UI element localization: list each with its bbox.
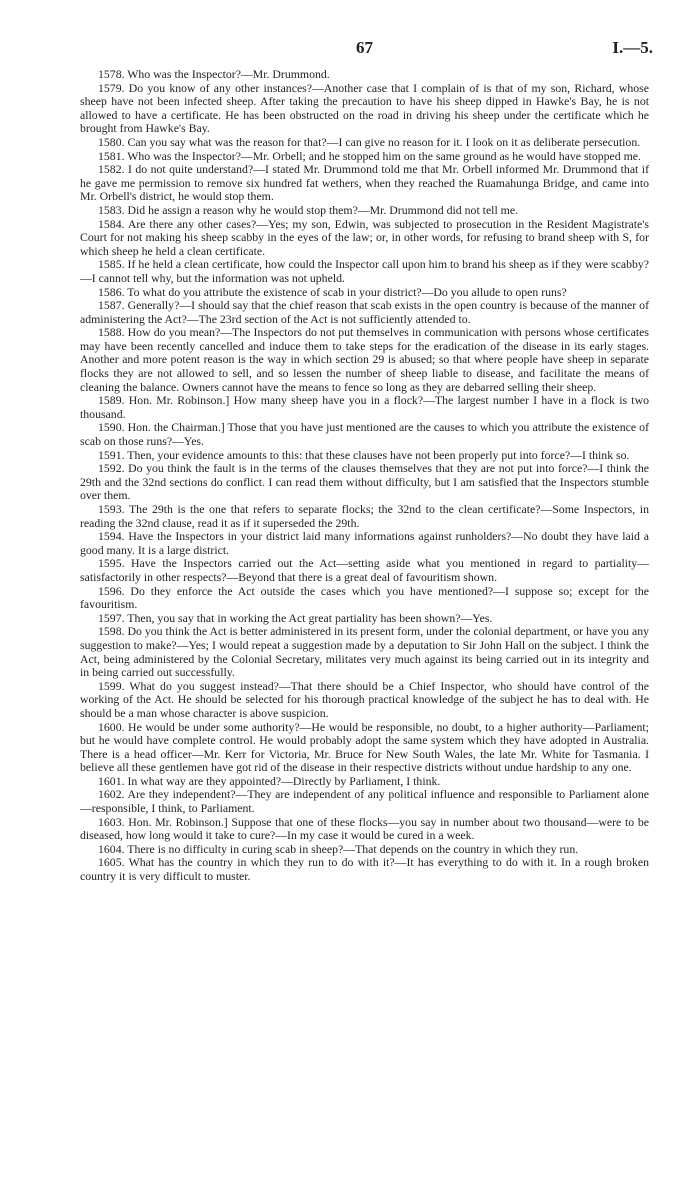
question-paragraph: 1588. How do you mean?—The Inspectors do not put themselves in communication with persons whose certificates may have been recently cancelled and induce them to take steps for the eradication of the disease in its early stages. Another and more potent reason is the way in which section 29 is abused; so that where people have sheep in separate flocks they are not allowed to sell, and so lessen the number of sheep liable to disease, and facilitate the means of cleaning the balance. Owners cannot have the means to fence so long as they are debarred selling their sheep. bbox=[80, 325, 649, 394]
question-paragraph: 1603. Hon. Mr. Robinson.] Suppose that one of these flocks—you say in number about two thousand—were to be diseased, how long would it take to cure?—In my case it would be cured in a week. bbox=[80, 814, 649, 843]
question-paragraph: 1585. If he held a clean certificate, how could the Inspector call upon him to brand his sheep as if they were scabby?—I cannot tell why, but the information was not upheld. bbox=[80, 257, 649, 285]
question-paragraph: 1601. In what way are they appointed?—Directly by Parliament, I think. bbox=[98, 773, 441, 788]
question-paragraph: 1583. Did he assign a reason why he would stop them?—Mr. Drummond did not tell me. bbox=[98, 202, 519, 217]
question-paragraph: 1600. He would be under some authority?—He would be responsible, no doubt, to a higher authority—Parliament; but he would have complete control. He would probably adopt the same system which they have adopted in Australia. There is a head officer—Mr. Kerr for Victoria, Mr. Bruce for New South Wales, the late Mr. White for Tasmania. I believe all these gentlemen have got rid of the disease in their respective districts without undue hardship to any one. bbox=[80, 719, 649, 775]
question-paragraph: 1597. Then, you say that in working the Act great partiality has been shown?—Yes. bbox=[98, 610, 493, 625]
question-paragraph: 1587. Generally?—I should say that the chief reason that scab exists in the open country is because of the manner of administering the Act?—The 23rd section of the Act is not sufficiently attended to. bbox=[80, 298, 649, 326]
question-paragraph: 1578. Who was the Inspector?—Mr. Drummond. bbox=[98, 67, 330, 81]
question-paragraph: 1593. The 29th is the one that refers to separate flocks; the 32nd to the clean certificate?—Some Inspectors, in reading the 32nd clause, read it as if it superseded the 29th. bbox=[80, 502, 649, 530]
question-paragraph: 1582. I do not quite understand?—I stated Mr. Drummond told me that Mr. Orbell informed Mr. Drummond that if he gave me permission to remove six hundred fat wethers, when they reached the Ruamahunga Bridge, and came into Mr. Orbell's district, he would stop them. bbox=[80, 162, 649, 204]
question-paragraph: 1595. Have the Inspectors carried out the Act—setting aside what you mentioned in regard to partiality—satisfactorily in other respects?—Beyond that there is a great deal of favouritism shown. bbox=[80, 556, 649, 584]
question-paragraph: 1591. Then, your evidence amounts to this: that these clauses have not been properly put into force?—I think so. bbox=[98, 447, 630, 462]
question-paragraph: 1598. Do you think the Act is better administered in its present form, under the colonial department, or have you any suggestion to make?—Yes; I would repeat a suggestion made by a deputation to Sir John Hall on the subject. I think the Act, being administered by the Colonial Secretary, militates very much against its being carried out in its integrity and in being carried out successfully. bbox=[80, 624, 649, 680]
question-paragraph: 1602. Are they independent?—They are independent of any political influence and responsible to Parliament alone—responsible, I think, to Parliament. bbox=[80, 787, 649, 816]
question-paragraph: 1586. To what do you attribute the existence of scab in your district?—Do you allude to open runs? bbox=[98, 284, 567, 299]
question-paragraph: 1590. Hon. the Chairman.] Those that you have just mentioned are the causes to which you attribute the existence of scab on those runs?—Yes. bbox=[80, 420, 649, 449]
page-number: 67 bbox=[356, 38, 373, 57]
question-paragraph: 1580. Can you say what was the reason for that?—I can give no reason for it. I look on it as deliberate persecution. bbox=[98, 134, 641, 149]
question-paragraph: 1596. Do they enforce the Act outside the cases which you have mentioned?—I suppose so; except for the favouritism. bbox=[80, 583, 649, 612]
evidence-text bbox=[80, 68, 649, 884]
question-paragraph: 1579. Do you know of any other instances?—Another case that I complain of is that of my son, Richard, whose sheep have not been infected sheep. After taking the precaution to have his sheep dipped in Hawke's Bay, he is not allowed to have a certificate. He has been obstructed on the road in driving his sheep under the certificate which he brought from Hawke's Bay. bbox=[80, 80, 649, 136]
question-paragraph: 1581. Who was the Inspector?—Mr. Orbell; and he stopped him on the same ground as he would have stopped me. bbox=[98, 148, 641, 163]
question-paragraph: 1589. Hon. Mr. Robinson.] How many sheep have you in a flock?—The largest number I have in a flock is two thousand. bbox=[80, 393, 649, 421]
document-reference: I.—5. bbox=[612, 38, 653, 57]
question-paragraph: 1584. Are there any other cases?—Yes; my son, Edwin, was subjected to prosecution in the Resident Magistrate's Court for not making his sheep scabby in the eyes of the law; or, in other words, for refusing to brand sheep with S, for which sheep he held a clean certificate. bbox=[80, 216, 649, 258]
page-header bbox=[80, 38, 653, 68]
question-paragraph: 1594. Have the Inspectors in your district laid many informations against runholders?—No doubt they have laid a good many. It is a large district. bbox=[80, 529, 649, 557]
question-paragraph: 1604. There is no difficulty in curing scab in sheep?—That depends on the country in which they run. bbox=[98, 841, 579, 856]
question-paragraph: 1599. What do you suggest instead?—That there should be a Chief Inspector, who should have control of the working of the Act. He should be selected for his thorough practical knowledge of the subject he has to deal with. He should be a man whose character is above suspicion. bbox=[80, 678, 649, 720]
question-paragraph: 1605. What has the country in which they run to do with it?—It has everything to do with it. In a rough broken country it is very difficult to muster. bbox=[80, 855, 649, 884]
question-paragraph: 1592. Do you think the fault is in the terms of the clauses themselves that they are not put into force?—I think the 29th and the 32nd sections do conflict. I can read them without difficulty, but I am satisfied that the Inspectors stumble over them. bbox=[80, 461, 649, 503]
